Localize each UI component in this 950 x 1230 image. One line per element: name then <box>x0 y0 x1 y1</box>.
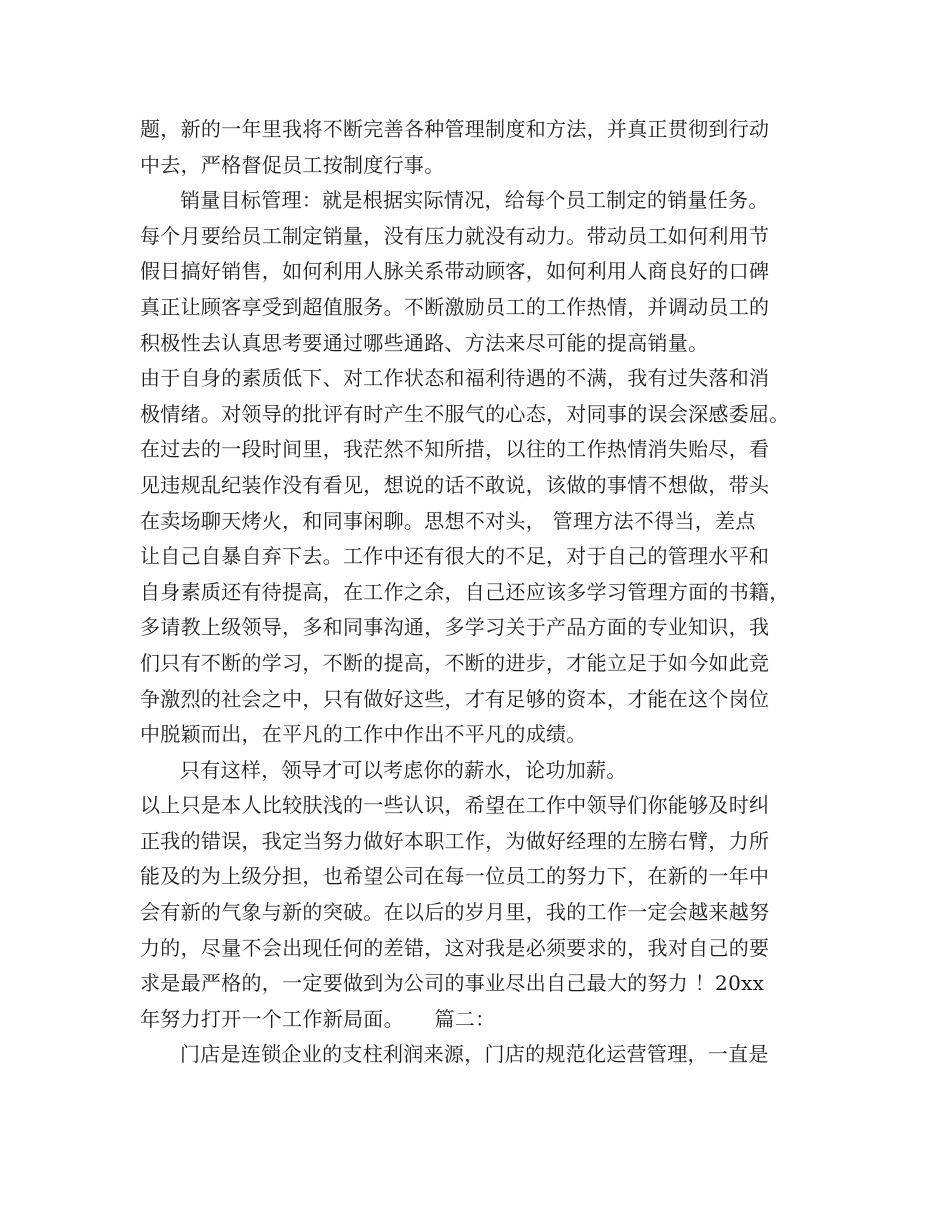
text-line: 每个月要给员工制定销量，没有压力就没有动力。带动员工如何利用节 <box>140 223 770 248</box>
text-line: 能及的为上级分担，也希望公司在每一位员工的努力下，在新的一年中 <box>140 864 770 889</box>
text-line: 争激烈的社会之中，只有做好这些，才有足够的资本，才能在这个岗位 <box>140 686 770 711</box>
text-line: 多请教上级领导，多和同事沟通，多学习关于产品方面的专业知识，我 <box>140 615 770 640</box>
text-line: 门店是连锁企业的支柱利润来源，门店的规范化运营管理，一直是 <box>180 1042 769 1067</box>
text-line: 力的，尽量不会出现任何的差错，这对我是必须要求的，我对自己的要 <box>140 935 770 960</box>
text-line: 见违规乱纪装作没有看见，想说的话不敢说，该做的事情不想做，带头 <box>140 472 770 497</box>
document-body <box>140 112 830 1073</box>
text-line: 们只有不断的学习，不断的提高，不断的进步，才能立足于如今如此竞 <box>140 650 770 675</box>
text-line: 题，新的一年里我将不断完善各种管理制度和方法，并真正贯彻到行动 <box>140 117 770 141</box>
text-line: 会有新的气象与新的突破。在以后的岁月里，我的工作一定会越来越努 <box>140 900 770 925</box>
text-line: 中脱颖而出，在平凡的工作中作出不平凡的成绩。 <box>140 722 587 747</box>
text-line: 中去，严格督促员工按制度行事。 <box>140 152 445 177</box>
text-line: 年努力打开一个工作新局面。 篇二： <box>140 1006 496 1031</box>
text-line: 极情绪。对领导的批评有时产生不服气的心态，对同事的误会深感委屈。 <box>140 401 790 426</box>
text-line: 真正让顾客享受到超值服务。不断激励员工的工作热情，并调动员工的 <box>140 294 770 319</box>
text-line: 只有这样，领导才可以考虑你的薪水，论功加薪。 <box>180 757 627 782</box>
text-line: 在卖场聊天烤火，和同事闲聊。思想不对头， 管理方法不得当，差点 <box>140 508 756 533</box>
text-line: 假日搞好销售，如何利用人脉关系带动顾客，如何利用人商良好的口碑 <box>140 259 770 284</box>
text-line: 在过去的一段时间里，我茫然不知所措，以往的工作热情消失贻尽，看 <box>140 437 770 462</box>
text-line: 正我的错误，我定当努力做好本职工作，为做好经理的左膀右臂，力所 <box>140 828 770 853</box>
text-line: 让自己自暴自弃下去。工作中还有很大的不足，对于自己的管理水平和 <box>140 544 770 569</box>
text-line: 积极性去认真思考要通过哪些通路、方法来尽可能的提高销量。 <box>140 330 709 355</box>
text-line: 自身素质还有待提高，在工作之余，自己还应该多学习管理方面的书籍， <box>140 579 790 604</box>
text-line: 由于自身的素质低下、对工作状态和福利待遇的不满，我有过失落和消 <box>140 366 770 391</box>
text-line: 求是最严格的，一定要做到为公司的事业尽出自己最大的努力 ！20xx <box>140 971 765 996</box>
text-line: 销量目标管理：就是根据实际情况，给每个员工制定的销量任务。 <box>180 188 769 213</box>
text-line: 以上只是本人比较肤浅的一些认识，希望在工作中领导们你能够及时纠 <box>140 793 770 818</box>
